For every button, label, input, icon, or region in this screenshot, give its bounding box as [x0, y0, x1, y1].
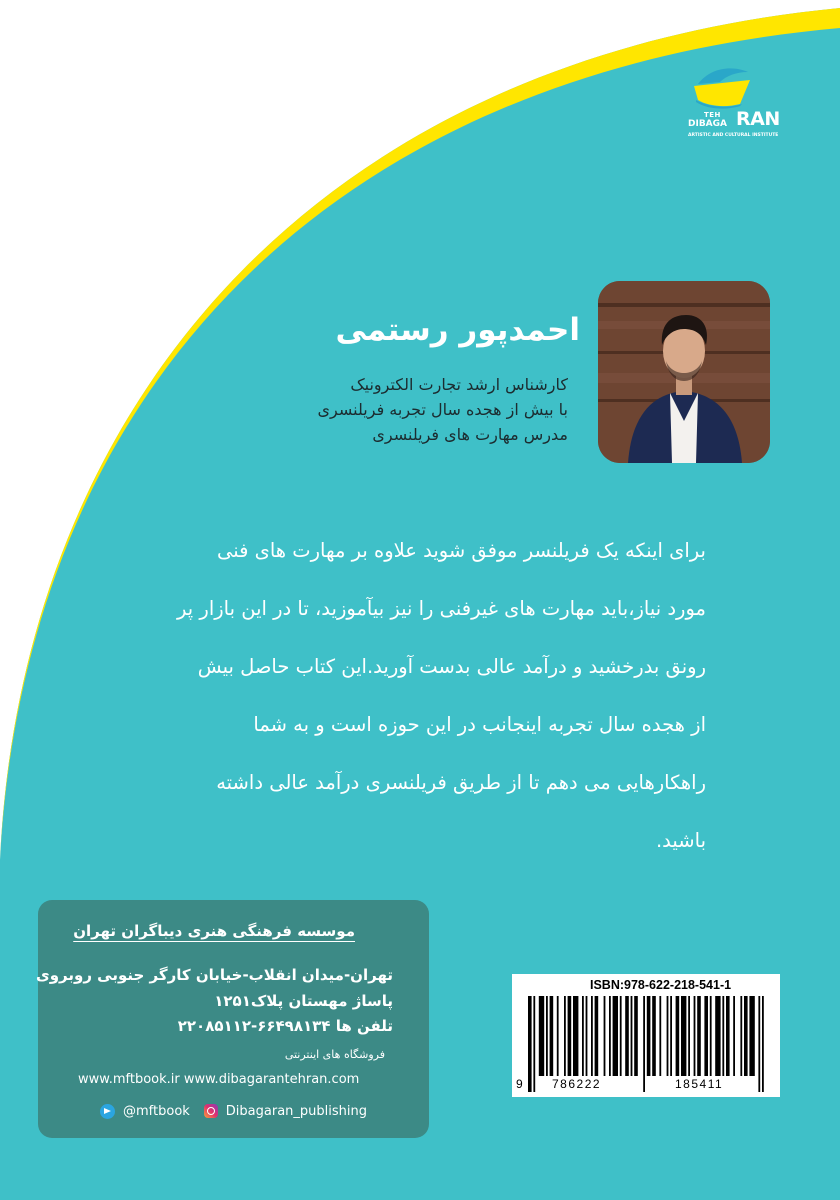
- author-bio-line: با بیش از هجده سال تجربه فریلنسری: [317, 400, 568, 419]
- barcode-bar: [557, 996, 559, 1076]
- publisher-address-line: تهران-میدان انقلاب-خیابان کارگر جنوبی روبروی: [35, 966, 393, 984]
- barcode-bar: [758, 996, 760, 1092]
- description-line: باشید.: [655, 829, 706, 852]
- barcode-bar: [715, 996, 720, 1076]
- barcode-bar: [550, 996, 554, 1076]
- publisher-address-line: پاساژ مهستان پلاک۱۲۵۱: [214, 992, 393, 1010]
- barcode-bar: [697, 996, 701, 1076]
- barcode-bar: [652, 996, 656, 1076]
- author-bio-line: مدرس مهارت های فریلنسری: [372, 425, 568, 444]
- barcode-bar: [643, 996, 645, 1092]
- barcode-bar: [762, 996, 764, 1092]
- description-line: راهکارهایی می دهم تا از طریق فریلنسری درآمد عالی داشته: [216, 771, 706, 794]
- publisher-title: موسسه فرهنگی هنری دیباگران تهران: [73, 922, 355, 940]
- barcode-bar: [564, 996, 566, 1076]
- telegram-handle[interactable]: @mftbook: [123, 1103, 190, 1119]
- social-links: [100, 1102, 367, 1120]
- barcode-bar: [609, 996, 611, 1076]
- publisher-info-panel: [35, 900, 429, 1138]
- barcode-bar: [568, 996, 572, 1076]
- barcode-bar: [604, 996, 606, 1076]
- description-line: از هجده سال تجربه اینجانب در این حوزه است و به شما: [253, 713, 706, 736]
- barcode-bar: [647, 996, 651, 1076]
- barcode-bar: [710, 996, 712, 1076]
- author-photo: [598, 281, 770, 463]
- barcode-bar: [704, 996, 708, 1076]
- barcode-bar: [613, 996, 618, 1076]
- barcode-bar: [681, 996, 686, 1076]
- online-stores-label: فروشگاه های اینترنتی: [284, 1048, 385, 1061]
- telegram-icon: [100, 1104, 115, 1119]
- description-line: مورد نیاز،باید مهارت های غیرفنی را نیز بیآموزید، تا در این بازار پر: [177, 597, 706, 620]
- author-portrait-image: [598, 281, 770, 463]
- barcode-bar: [631, 996, 633, 1076]
- barcode-bar: [539, 996, 544, 1076]
- barcode-bar: [722, 996, 724, 1076]
- barcode-lead-digit: 9: [516, 1077, 523, 1091]
- boat-logo-icon: [690, 66, 754, 110]
- barcode-bar: [625, 996, 629, 1076]
- barcode-bar: [586, 996, 588, 1076]
- barcode-bar: [591, 996, 593, 1076]
- barcode-bar: [694, 996, 696, 1076]
- barcode-bar: [620, 996, 622, 1076]
- isbn-barcode: [512, 974, 780, 1097]
- author-bio: [308, 372, 568, 447]
- barcode-bar: [670, 996, 672, 1076]
- barcode-bar: [582, 996, 584, 1076]
- publisher-websites[interactable]: www.mftbook.ir www.dibagarantehran.com: [78, 1072, 360, 1087]
- barcode-bar: [634, 996, 638, 1076]
- publisher-logo: [684, 66, 780, 146]
- barcode-bar: [688, 996, 690, 1076]
- barcode-bar: [740, 996, 742, 1076]
- barcode-bar: [667, 996, 669, 1076]
- instagram-icon: [204, 1104, 218, 1118]
- barcode-left-digits: 786222: [552, 1077, 602, 1091]
- isbn-label: ISBN:978-622-218-541-1: [590, 978, 732, 992]
- barcode-bar: [749, 996, 754, 1076]
- author-name: احمدپور رستمی: [335, 312, 580, 348]
- barcode-bar: [744, 996, 748, 1076]
- logo-subtitle: ARTISTIC AND CULTURAL INSTITUTE: [688, 133, 779, 138]
- instagram-handle[interactable]: Dibagaran_publishing: [225, 1103, 367, 1119]
- barcode-bar: [659, 996, 661, 1076]
- book-description: [176, 522, 706, 870]
- logo-left-text: DIBAGA: [688, 119, 727, 129]
- barcode-bar: [726, 996, 730, 1076]
- logo-top-text: TEH: [704, 111, 721, 119]
- author-bio-line: کارشناس ارشد تجارت الکترونیک: [350, 375, 568, 394]
- barcode-bar: [676, 996, 680, 1076]
- barcode-bar: [595, 996, 599, 1076]
- barcode-right-digits: 185411: [675, 1077, 724, 1091]
- description-line: رونق بدرخشید و درآمد عالی بدست آورید.این کتاب حاصل بیش: [197, 655, 706, 678]
- description-line: برای اینکه یک فریلنسر موفق شوید علاوه بر مهارت های فنی: [216, 539, 706, 562]
- barcode-bar: [546, 996, 548, 1076]
- barcode-bar: [573, 996, 578, 1076]
- publisher-phone: تلفن ها ۶۶۴۹۸۱۳۴-۲۲۰۸۵۱۱۲: [177, 1017, 393, 1035]
- barcode-bar: [533, 996, 535, 1092]
- barcode-bar: [733, 996, 735, 1076]
- barcode-bar: [528, 996, 532, 1092]
- logo-right-text: RAN: [736, 108, 780, 130]
